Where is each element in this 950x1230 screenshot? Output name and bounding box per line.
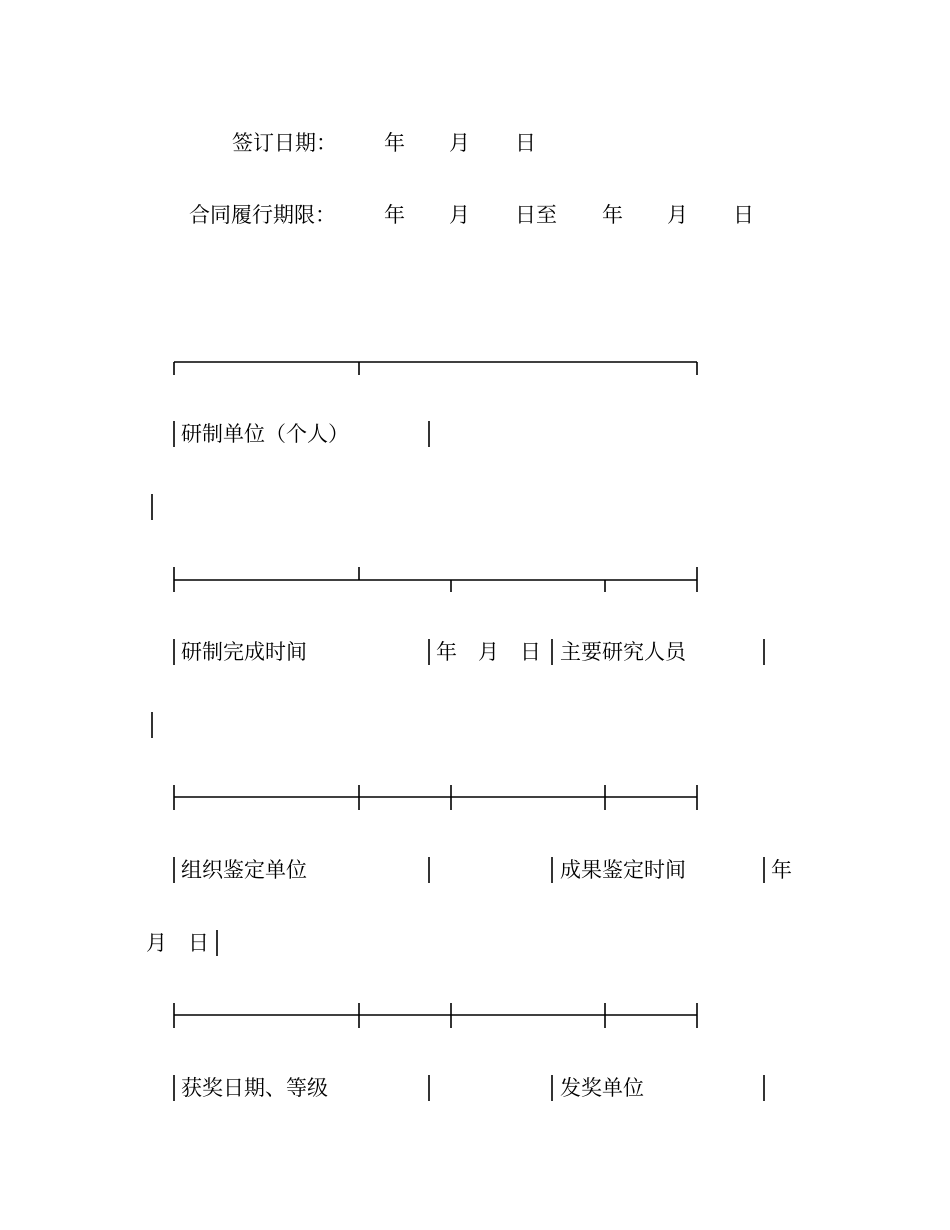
row2-label: 研制完成时间 bbox=[181, 640, 307, 664]
row4-label: 获奖日期、等级 bbox=[181, 1076, 328, 1100]
term-end-month: 月 bbox=[667, 203, 688, 227]
term-end-day: 日 bbox=[733, 203, 754, 227]
row3-label2: 成果鉴定时间 bbox=[560, 858, 686, 882]
term-label: 合同履行期限： bbox=[189, 203, 336, 227]
sign-date-label: 签订日期： bbox=[232, 131, 337, 155]
row1-label: 研制单位（个人） bbox=[181, 422, 349, 446]
sign-year: 年 bbox=[384, 131, 405, 155]
row2-label2: 主要研究人员 bbox=[560, 640, 686, 664]
row2-date: 年 月 日 bbox=[436, 640, 541, 664]
row3-label: 组织鉴定单位 bbox=[181, 858, 307, 882]
sign-month: 月 bbox=[449, 131, 470, 155]
term-start-day-to: 日至 bbox=[515, 203, 557, 227]
term-start-month: 月 bbox=[449, 203, 470, 227]
term-start-year: 年 bbox=[384, 203, 405, 227]
sign-day: 日 bbox=[515, 131, 536, 155]
row3-wrap-date: 月 日 bbox=[146, 931, 209, 955]
term-end-year: 年 bbox=[602, 203, 623, 227]
row3-year: 年 bbox=[771, 858, 792, 882]
row4-label2: 发奖单位 bbox=[560, 1076, 644, 1100]
